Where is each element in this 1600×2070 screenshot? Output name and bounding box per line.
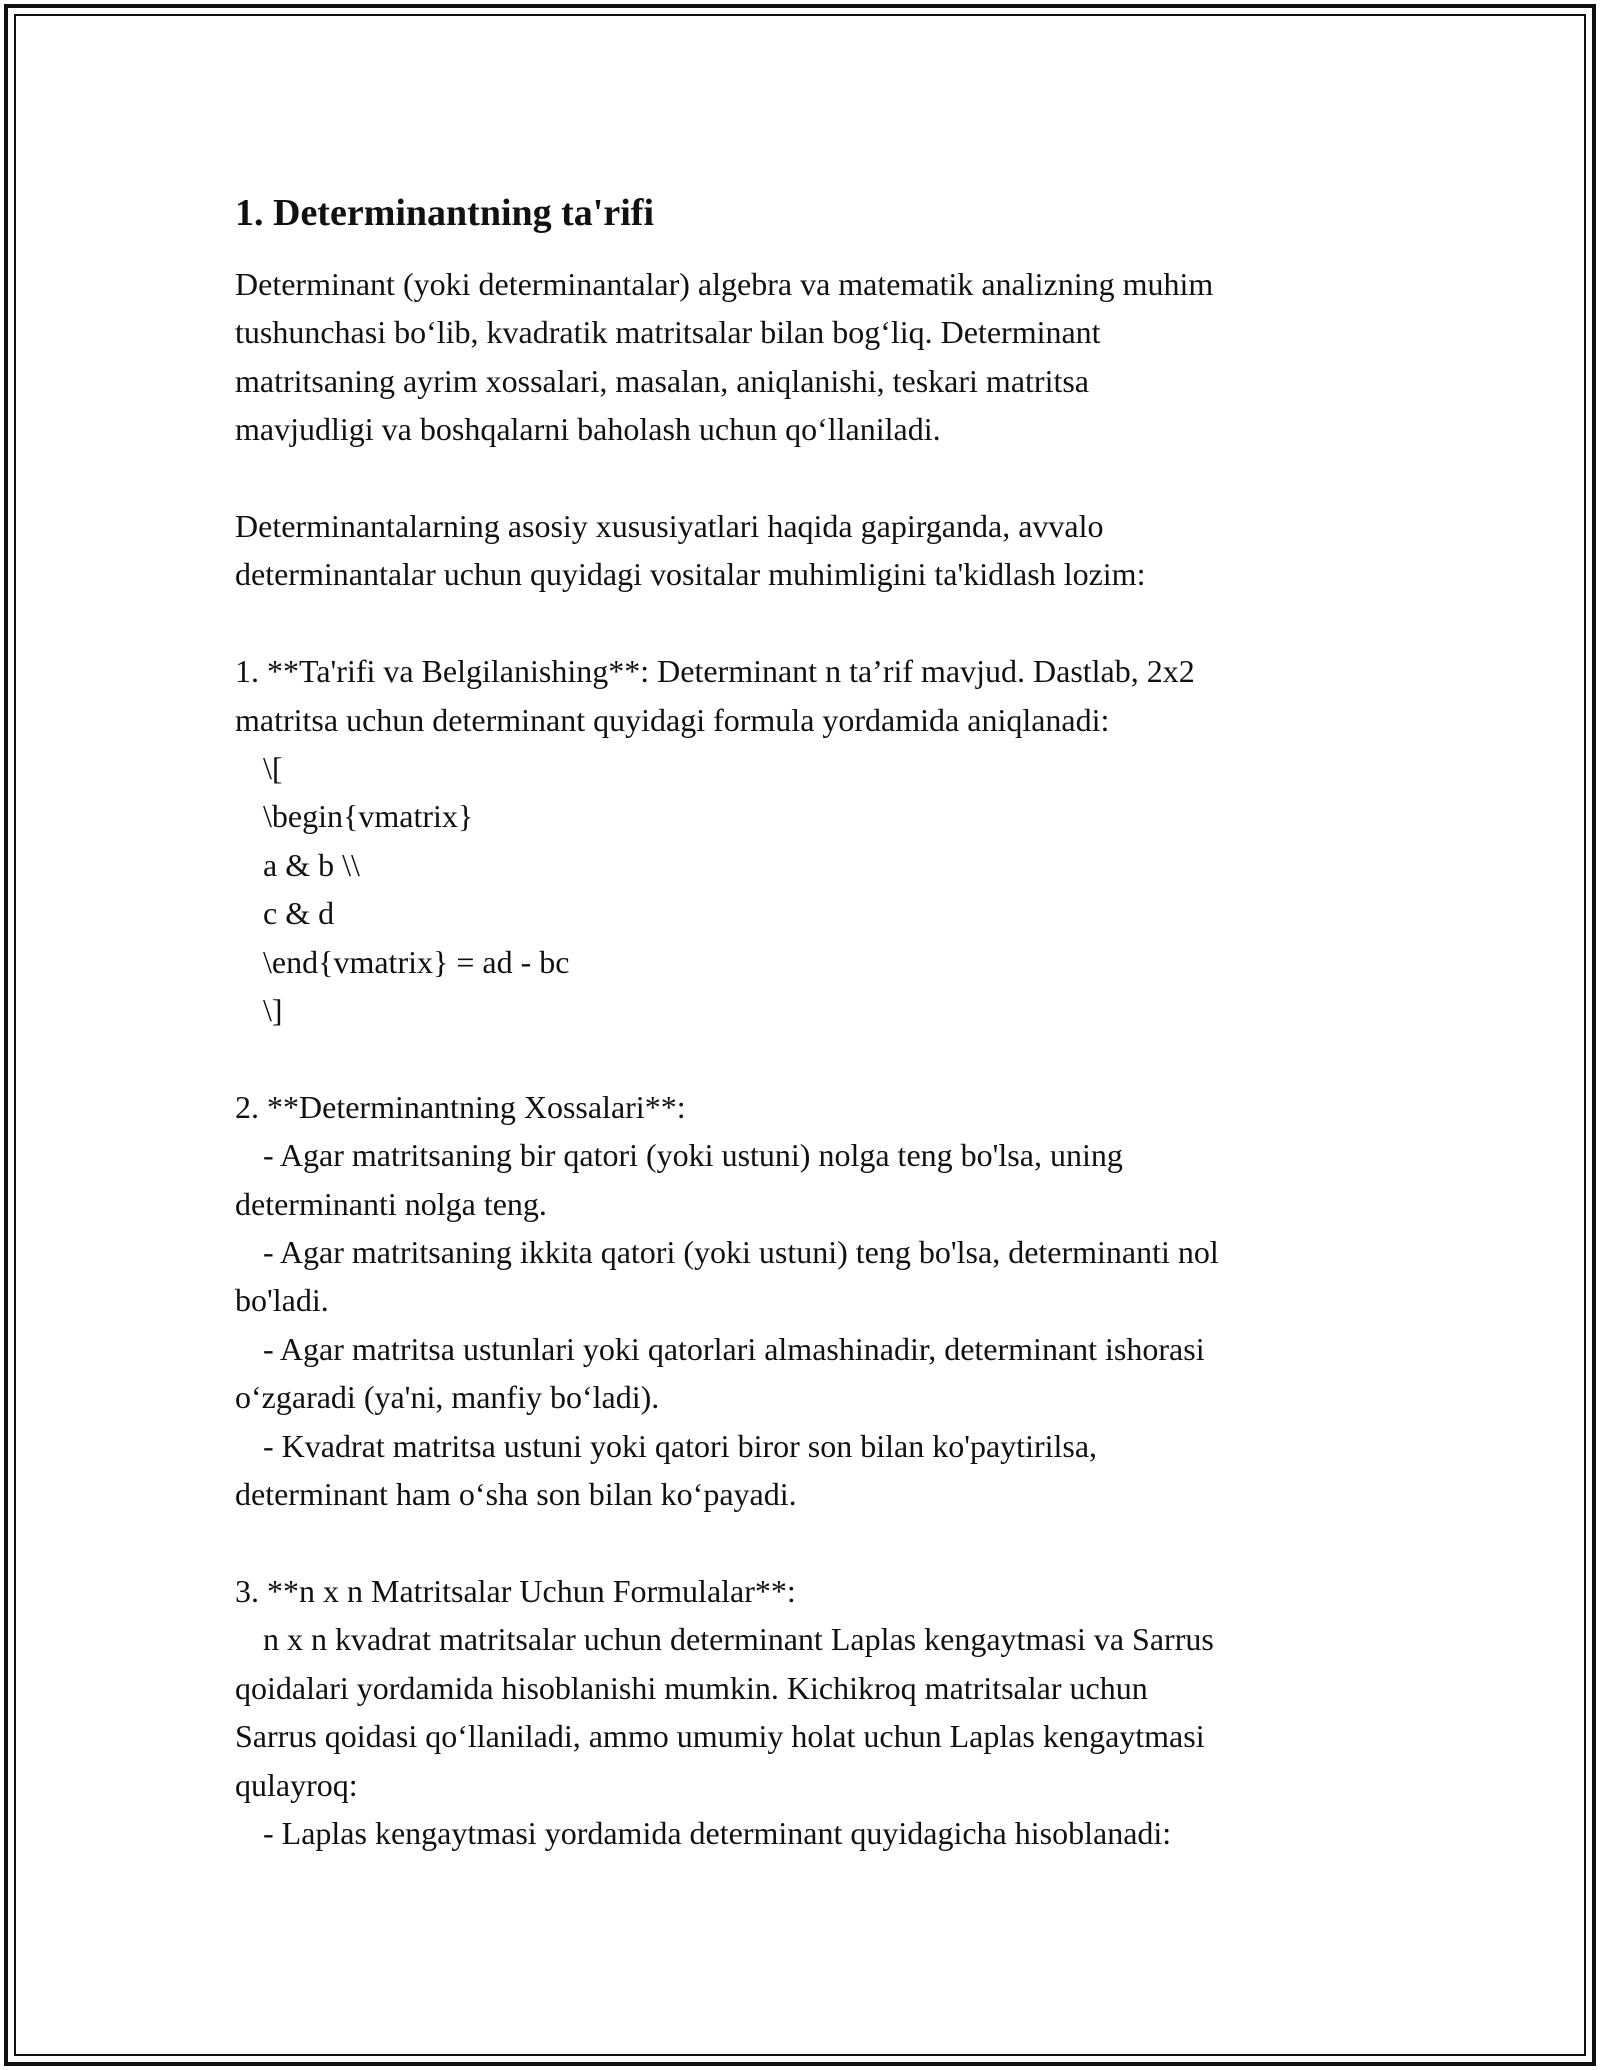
text-line: Sarrus qoidasi qo‘llaniladi, ammo umumiy holat uchun Laplas kengaytmasi — [235, 1718, 1205, 1755]
formula-line: c & d — [263, 895, 335, 932]
list-item-definition — [235, 647, 1375, 1034]
list-item-properties — [235, 1083, 1375, 1519]
text-line: Determinantalarning asosiy xususiyatlari haqida gapirganda, avvalo — [235, 508, 1104, 545]
list-item-title: 2. **Determinantning Xossalari**: — [235, 1088, 686, 1125]
text-line: n x n kvadrat matritsalar uchun determinant Laplas kengaytmasi va Sarrus — [263, 1621, 1214, 1658]
bullet-continuation: bo'ladi. — [235, 1282, 329, 1319]
blank-line — [235, 454, 1375, 502]
bullet-line: - Laplas kengaytmasi yordamida determinant quyidagicha hisoblanadi: — [263, 1814, 1172, 1851]
bullet-line: - Agar matritsaning ikkita qatori (yoki ustuni) teng bo'lsa, determinanti nol — [263, 1234, 1219, 1271]
text-line: determinantalar uchun quyidagi vositalar muhimligini ta'kidlash lozim: — [235, 556, 1146, 593]
list-item-title: 3. **n x n Matritsalar Uchun Formulalar**: — [235, 1572, 796, 1609]
text-line: Determinant (yoki determinantalar) algebra va matematik analizning muhim — [235, 266, 1214, 302]
document-body — [235, 186, 1375, 1857]
text-line: matritsa uchun determinant quyidagi formula yordamida aniqlanadi: — [235, 701, 1110, 738]
bullet-continuation: o‘zgaradi (ya'ni, manfiy bo‘ladi). — [235, 1379, 660, 1416]
blank-line — [235, 1034, 1375, 1082]
text-line: qulayroq: — [235, 1766, 358, 1803]
formula-line: \] — [263, 992, 283, 1029]
text-line: qoidalari yordamida hisoblanishi mumkin. Kichikroq matritsalar uchun — [235, 1669, 1148, 1706]
blank-line — [235, 599, 1375, 647]
blank-line — [235, 1519, 1375, 1567]
text-line: mavjudligi va boshqalarni baholash uchun qo‘llaniladi. — [235, 411, 941, 448]
formula-line: \end{vmatrix} = ad - bc — [263, 943, 570, 980]
bullet-line: - Agar matritsaning bir qatori (yoki ustuni) nolga teng bo'lsa, uning — [263, 1137, 1123, 1174]
formula-line: \begin{vmatrix} — [263, 798, 474, 835]
bullet-continuation: determinanti nolga teng. — [235, 1185, 547, 1222]
bullet-continuation: determinant ham o‘sha son bilan ko‘payadi. — [235, 1476, 797, 1513]
paragraph-properties-intro — [235, 502, 1375, 599]
formula-line: \[ — [263, 750, 283, 787]
list-item-nxn-formulas — [235, 1567, 1375, 1857]
text-line: tushunchasi bo‘lib, kvadratik matritsalar bilan bog‘liq. Determinant — [235, 314, 1101, 351]
paragraph-intro — [235, 260, 1375, 454]
bullet-line: - Agar matritsa ustunlari yoki qatorlari almashinadir, determinant ishorasi — [263, 1330, 1205, 1367]
formula-line: a & b \\ — [263, 846, 360, 883]
section-heading: 1. Determinantning ta'rifi — [235, 192, 655, 234]
text-line: matritsaning ayrim xossalari, masalan, aniqlanishi, teskari matritsa — [235, 362, 1089, 399]
bullet-line: - Kvadrat matritsa ustuni yoki qatori biror son bilan ko'paytirilsa, — [263, 1427, 1098, 1464]
text-line: 1. **Ta'rifi va Belgilanishing**: Determinant n ta’rif mavjud. Dastlab, 2x2 — [235, 653, 1195, 690]
